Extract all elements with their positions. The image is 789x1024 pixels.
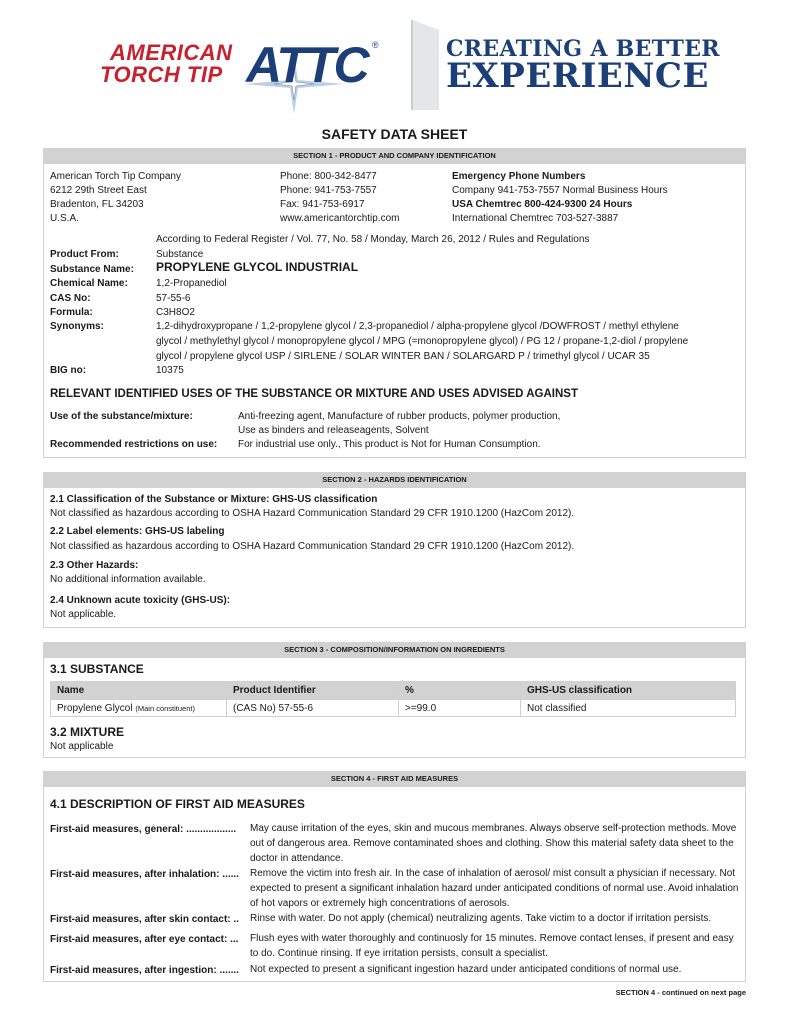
other-hazards-heading: 2.3 Other Hazards:: [50, 560, 139, 571]
use-line-1: Anti-freezing agent, Manufacture of rubber products, polymer production,: [238, 411, 561, 422]
document-title: SAFETY DATA SHEET: [321, 126, 468, 142]
product-from-value: Substance: [156, 249, 204, 260]
first-aid-eye-text: Flush eyes with water thoroughly and continuosly for 15 minutes. Remove contact lenses, if present and easy to do. Continue rinsing. If eye irritation persists, consult a specialist.: [250, 933, 734, 959]
mixture-heading: 3.2 MIXTURE: [50, 725, 125, 739]
classification-text: Not classified as hazardous according to OSHA Hazard Communication Standard 29 CFR 1910.1200 (HazCom 2012).: [50, 508, 575, 519]
acute-toxicity-heading: 2.4 Unknown acute toxicity (GHS-US):: [50, 595, 231, 606]
big-label: BIG no:: [50, 365, 87, 376]
restriction-label: Recommended restrictions on use:: [50, 439, 218, 450]
substance-name-value: PROPYLENE GLYCOL INDUSTRIAL: [156, 260, 359, 274]
first-aid-inhalation-text: Remove the victim into fresh air. In the case of inhalation of aerosol/ mist consult a physician if necessary. Not expected to present a significant inhalation hazard under anticipated conditions of normal use. Avoid inhalation of hot vapors or extremely high concentrations of aerosols.: [250, 868, 739, 909]
formula-value: C3H8O2: [156, 307, 195, 318]
logo-line-1: AMERICAN: [110, 40, 233, 65]
company-country: U.S.A.: [50, 213, 79, 224]
chemical-name-label: Chemical Name:: [50, 278, 128, 289]
company-street: 6212 29th Street East: [50, 185, 147, 196]
synonyms-line-3: glycol / propylene glycol USP / SIRLENE / SOLAR WINTER BAN / SOLARGARD P / trimethyl glycol / UCAR 35: [156, 351, 650, 362]
first-aid-ingestion-label: First-aid measures, after ingestion: .......: [50, 965, 239, 976]
company-phone-1: Phone: 800-342-8477: [280, 171, 377, 182]
emergency-chemtrec-intl: International Chemtrec 703-527-3887: [452, 213, 619, 224]
label-elements-heading: 2.2 Label elements: GHS-US labeling: [50, 526, 225, 537]
use-line-2: Use as binders and releaseagents, Solvent: [238, 425, 429, 436]
tagline-line-1: CREATING A BETTER: [446, 36, 720, 62]
substance-name-label: Substance Name:: [50, 264, 134, 275]
first-aid-general-label: First-aid measures, general: ..................: [50, 824, 237, 835]
company-phone-2: Phone: 941-753-7557: [280, 185, 377, 196]
emergency-company: Company 941-753-7557 Normal Business Hours: [452, 185, 668, 196]
company-fax: Fax: 941-753-6917: [280, 199, 365, 210]
emergency-title: Emergency Phone Numbers: [452, 171, 586, 182]
tagline-line-2: EXPERIENCE: [446, 56, 709, 96]
product-from-label: Product From:: [50, 249, 119, 260]
section-2-header: SECTION 2 - HAZARDS IDENTIFICATION: [43, 472, 746, 488]
acute-toxicity-text: Not applicable.: [50, 609, 117, 620]
first-aid-skin-text: Rinse with water. Do not apply (chemical) neutralizing agents. Take victim to a doctor if irritation persists.: [250, 913, 712, 924]
use-label: Use of the substance/mixture:: [50, 411, 193, 422]
company-city: Bradenton, FL 34203: [50, 199, 144, 210]
page-header: [0, 0, 789, 118]
column-name: Name: [51, 682, 227, 700]
logo-mark: ATTC: [246, 37, 368, 93]
cell-percent: >=99.0: [399, 700, 521, 717]
first-aid-general-text: May cause irritation of the eyes, skin and mucous membranes. Always observe self-protection methods. Move out of dangerous area. Remove contaminated shoes and clothing. Show this material safety data sheet to the doctor in attendance.: [250, 823, 737, 864]
company-logo: [96, 30, 396, 104]
column-percent: %: [399, 682, 521, 700]
ingredient-name: Propylene Glycol: [57, 702, 133, 714]
cell-name: [51, 700, 227, 717]
first-aid-heading: 4.1 DESCRIPTION OF FIRST AID MEASURES: [50, 797, 305, 811]
substance-heading: 3.1 SUBSTANCE: [50, 662, 144, 676]
section-4-header: SECTION 4 - FIRST AID MEASURES: [43, 771, 746, 787]
company-website[interactable]: www.americantorchtip.com: [280, 213, 400, 224]
composition-table: [50, 681, 736, 717]
formula-label: Formula:: [50, 307, 93, 318]
company-name: American Torch Tip Company: [50, 171, 181, 182]
label-elements-text: Not classified as hazardous according to OSHA Hazard Communication Standard 29 CFR 1910.1200 (HazCom 2012).: [50, 541, 575, 552]
column-identifier: Product Identifier: [227, 682, 399, 700]
big-value: 10375: [156, 365, 184, 376]
first-aid-ingestion-text: Not expected to present a significant ingestion hazard under anticipated conditions of normal use.: [250, 964, 682, 975]
cas-value: 57-55-6: [156, 293, 191, 304]
regulation-note: According to Federal Register / Vol. 77, No. 58 / Monday, March 26, 2012 / Rules and Regulations: [156, 234, 590, 245]
first-aid-eye-label: First-aid measures, after eye contact: ...: [50, 934, 239, 945]
synonyms-line-2: glycol / methylethyl glycol / monopropylene glycol / MPG (=monopropylene glycol) / PG 12 / propane-1,2-diol / propylene: [156, 336, 689, 347]
first-aid-skin-label: First-aid measures, after skin contact: ..: [50, 914, 239, 925]
emergency-chemtrec-usa: USA Chemtrec 800-424-9300 24 Hours: [452, 199, 633, 210]
table-header-row: [51, 682, 736, 700]
mixture-text: Not applicable: [50, 741, 114, 752]
synonyms-line-1: 1,2-dihydroxypropane / 1,2-propylene glycol / 2,3-propanediol / alpha-propylene glycol /DOWFROST / methyl ethylene: [156, 321, 679, 332]
cell-identifier: (CAS No) 57-55-6: [227, 700, 399, 717]
uses-heading: RELEVANT IDENTIFIED USES OF THE SUBSTANCE OR MIXTURE AND USES ADVISED AGAINST: [50, 388, 578, 400]
header-divider: [409, 20, 439, 110]
section-3-header: SECTION 3 - COMPOSITION/INFORMATION ON INGREDIENTS: [43, 642, 746, 658]
classification-heading: 2.1 Classification of the Substance or Mixture: GHS-US classification: [50, 494, 378, 505]
cas-label: CAS No:: [50, 293, 91, 304]
continued-note: SECTION 4 - continued on next page: [615, 988, 746, 997]
first-aid-inhalation-label: First-aid measures, after inhalation: ......: [50, 869, 239, 880]
column-classification: GHS-US classification: [521, 682, 736, 700]
chemical-name-value: 1,2-Propanediol: [156, 278, 227, 289]
restriction-value: For industrial use only., This product is Not for Human Consumption.: [238, 439, 541, 450]
section-1-header: SECTION 1 - PRODUCT AND COMPANY IDENTIFICATION: [43, 148, 746, 164]
logo-registered-mark: ®: [372, 40, 379, 50]
logo-line-2: TORCH TIP: [100, 62, 223, 87]
ingredient-note: (Main constituent): [135, 703, 195, 713]
synonyms-label: Synonyms:: [50, 321, 104, 332]
cell-classification: Not classified: [521, 700, 736, 717]
table-row: [51, 700, 736, 717]
other-hazards-text: No additional information available.: [50, 574, 206, 585]
